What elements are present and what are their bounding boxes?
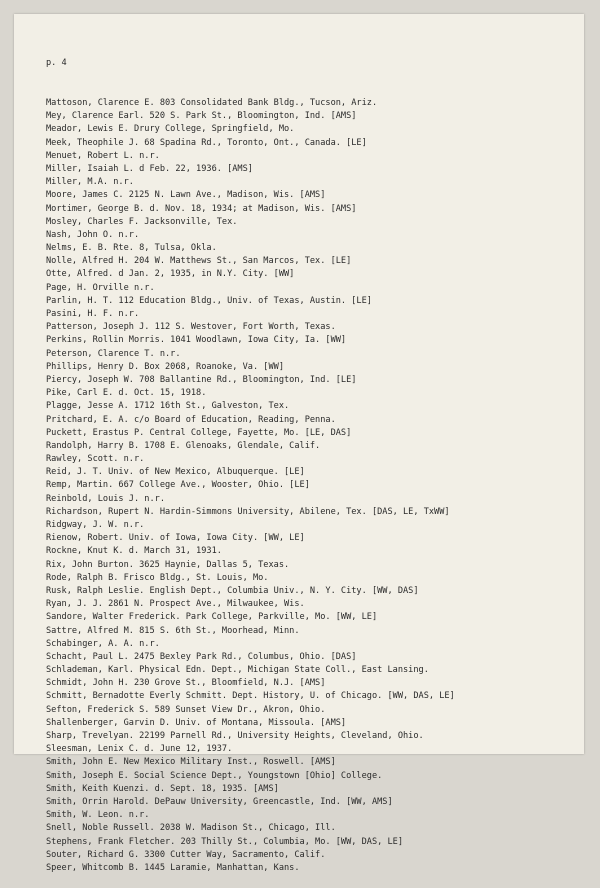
directory-entry: Nelms, E. B. Rte. 8, Tulsa, Okla.: [46, 243, 217, 254]
directory-entry: Reid, J. T. Univ. of New Mexico, Albuquerque. [LE]: [46, 467, 305, 478]
directory-entry: Randolph, Harry B. 1708 E. Glenoaks, Glendale, Calif.: [46, 440, 321, 451]
directory-entry: Reinbold, Louis J. n.r.: [46, 493, 165, 504]
directory-entry: Schlademan, Karl. Physical Edn. Dept., Michigan State Coll., East Lansing.: [46, 665, 429, 676]
directory-entry: Smith, John E. New Mexico Military Inst., Roswell. [AMS]: [46, 757, 336, 768]
directory-entry: Pike, Carl E. d. Oct. 15, 1918.: [46, 388, 207, 399]
directory-entry: Snell, Noble Russell. 2038 W. Madison St., Chicago, Ill.: [46, 823, 336, 834]
directory-entry: Plagge, Jesse A. 1712 16th St., Galveston, Tex.: [46, 401, 290, 412]
directory-entry: Mattoson, Clarence E. 803 Consolidated Bank Bldg., Tucson, Ariz.: [46, 98, 378, 108]
directory-listing: [46, 31, 455, 888]
directory-entry: Meek, Theophile J. 68 Spadina Rd., Toronto, Ont., Canada. [LE]: [46, 137, 367, 148]
directory-entry: Perkins, Rollin Morris. 1041 Woodlawn, Iowa City, Ia. [WW]: [46, 335, 347, 346]
directory-entry: Piercy, Joseph W. 708 Ballantine Rd., Bloomington, Ind. [LE]: [46, 374, 357, 385]
directory-entry: Miller, M.A. n.r.: [46, 177, 134, 188]
directory-entry: Rix, John Burton. 3625 Haynie, Dallas 5, Texas.: [46, 559, 290, 570]
directory-entry: Speer, Whitcomb B. 1445 Laramie, Manhattan, Kans.: [46, 862, 300, 873]
directory-entry: Nash, John O. n.r.: [46, 229, 140, 240]
directory-entry: Peterson, Clarence T. n.r.: [46, 348, 181, 359]
directory-entry: Mosley, Charles F. Jacksonville, Tex.: [46, 216, 238, 227]
directory-entry: Schabinger, A. A. n.r.: [46, 638, 160, 649]
directory-entry: Souter, Richard G. 3300 Cutter Way, Sacramento, Calif.: [46, 849, 326, 860]
directory-entry: Shallenberger, Garvin D. Univ. of Montana, Missoula. [AMS]: [46, 717, 347, 728]
directory-entry: Rockne, Knut K. d. March 31, 1931.: [46, 546, 222, 557]
directory-entry: Schacht, Paul L. 2475 Bexley Park Rd., Columbus, Ohio. [DAS]: [46, 651, 357, 662]
directory-entry: Mortimer, George B. d. Nov. 18, 1934; at Madison, Wis. [AMS]: [46, 203, 357, 214]
page-number: p. 4: [46, 58, 67, 69]
directory-entry: Ryan, J. J. 2861 N. Prospect Ave., Milwaukee, Wis.: [46, 599, 305, 610]
directory-entry: Rawley, Scott. n.r.: [46, 454, 145, 465]
directory-entry: Puckett, Erastus P. Central College, Fayette, Mo. [LE, DAS]: [46, 427, 352, 438]
directory-entry: Smith, Keith Kuenzi. d. Sept. 18, 1935. [AMS]: [46, 783, 279, 794]
directory-entry: Pritchard, E. A. c/o Board of Education, Reading, Penna.: [46, 414, 336, 425]
directory-entry: Smith, Orrin Harold. DePauw University, Greencastle, Ind. [WW, AMS]: [46, 796, 393, 807]
directory-entry: Moore, James C. 2125 N. Lawn Ave., Madison, Wis. [AMS]: [46, 190, 326, 201]
directory-entry: Phillips, Henry D. Box 2068, Roanoke, Va. [WW]: [46, 361, 284, 372]
directory-entry: Sharp, Trevelyan. 22199 Parnell Rd., University Heights, Cleveland, Ohio.: [46, 731, 424, 741]
directory-entry: Otte, Alfred. d Jan. 2, 1935, in N.Y. City. [WW]: [46, 269, 295, 280]
directory-entry: Parlin, H. T. 112 Education Bldg., Univ. of Texas, Austin. [LE]: [46, 295, 372, 306]
directory-entry: Rienow, Robert. Univ. of Iowa, Iowa City. [WW, LE]: [46, 533, 305, 544]
directory-entry: Page, H. Orville n.r.: [46, 282, 155, 293]
directory-entry: Rode, Ralph B. Frisco Bldg., St. Louis, Mo.: [46, 572, 269, 583]
directory-entry: Miller, Isaiah L. d Feb. 22, 1936. [AMS]: [46, 163, 253, 174]
directory-entry: Meador, Lewis E. Drury College, Springfield, Mo.: [46, 124, 295, 135]
directory-entry: Sleesman, Lenix C. d. June 12, 1937.: [46, 744, 233, 755]
directory-entry: Richardson, Rupert N. Hardin-Simmons University, Abilene, Tex. [DAS, LE, TxWW]: [46, 506, 450, 517]
directory-entry: Smith, Joseph E. Social Science Dept., Youngstown [Ohio] College.: [46, 770, 383, 781]
directory-entry: Schmitt, Bernadotte Everly Schmitt. Dept. History, U. of Chicago. [WW, DAS, LE]: [46, 691, 455, 702]
directory-entry: Pasini, H. F. n.r.: [46, 309, 140, 319]
directory-entry: Stephens, Frank Fletcher. 203 Thilly St., Columbia, Mo. [WW, DAS, LE]: [46, 836, 403, 847]
directory-entry: Rusk, Ralph Leslie. English Dept., Columbia Univ., N. Y. City. [WW, DAS]: [46, 585, 419, 596]
directory-entry: Ridgway, J. W. n.r.: [46, 520, 145, 530]
directory-entry: Sefton, Frederick S. 589 Sunset View Dr., Akron, Ohio.: [46, 704, 326, 715]
directory-entry: Smith, W. Leon. n.r.: [46, 810, 150, 821]
directory-entry: Mey, Clarence Earl. 520 S. Park St., Bloomington, Ind. [AMS]: [46, 111, 357, 122]
directory-entry: Menuet, Robert L. n.r.: [46, 150, 160, 161]
directory-entry: Sattre, Alfred M. 815 S. 6th St., Moorhead, Minn.: [46, 625, 300, 636]
directory-entry: Patterson, Joseph J. 112 S. Westover, Fort Worth, Texas.: [46, 322, 336, 333]
directory-entry: Nolle, Alfred H. 204 W. Matthews St., San Marcos, Tex. [LE]: [46, 256, 352, 267]
directory-entry: Schmidt, John H. 230 Grove St., Bloomfield, N.J. [AMS]: [46, 678, 326, 689]
directory-entry: Remp, Martin. 667 College Ave., Wooster, Ohio. [LE]: [46, 480, 310, 491]
entry-list: [46, 97, 455, 875]
directory-entry: Sandore, Walter Frederick. Park College, Parkville, Mo. [WW, LE]: [46, 612, 378, 623]
